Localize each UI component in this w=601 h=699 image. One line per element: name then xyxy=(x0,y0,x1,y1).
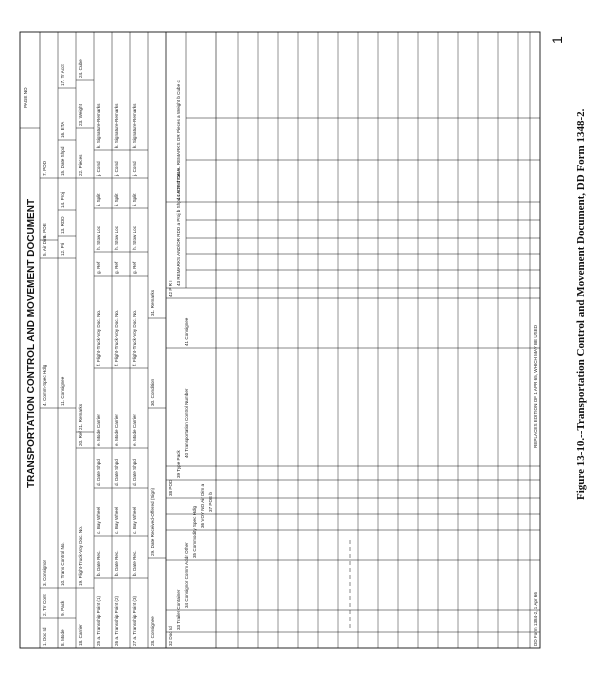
field-tr-acct: 17. Tr Acct xyxy=(60,64,65,86)
field-t1-doc: f. Flight-Truck-Voy Doc. No. xyxy=(96,309,101,366)
field-pieces: 22. Pieces xyxy=(78,154,83,176)
field-air-dim: 5. Air Dim xyxy=(42,236,47,256)
field-t2-cond: j. Cond xyxy=(114,161,119,176)
field-comm-spec-hdlg: 4. Comm-Spec Hdlg xyxy=(42,364,47,406)
field-poe: 6. POE xyxy=(42,223,47,238)
field-t1-stow: h. Stow Loc xyxy=(96,225,101,250)
field-t2-split: i. Split xyxy=(114,193,119,206)
col-commodity: 35 Commodity Spec Hdlg xyxy=(192,505,197,558)
field-t2-stow: h. Stow Loc xyxy=(114,225,119,250)
header-labels xyxy=(42,59,155,646)
col-type-pack: 39 Type Pack xyxy=(176,450,181,478)
field-consignor: 3. Consignor xyxy=(42,559,47,586)
form-title: TRANSPORTATION CONTROL AND MOVEMENT DOCUMENT xyxy=(26,198,37,488)
field-consignee-28: 28. Consignee xyxy=(150,616,155,646)
field-pri: 12. Pri xyxy=(60,242,65,256)
field-carrier: 18. Carrier xyxy=(78,624,83,646)
field-weight: 23. Weight xyxy=(78,104,83,126)
replaces-edition-note: REPLACES EDITION OF 1 APR 65, WHICH MAY BE USED xyxy=(533,324,538,448)
figure-caption: Figure 13-10.--Transportation Control and Movement Document, DD Form 1348-2. xyxy=(575,108,587,500)
field-t3-stow: h. Stow Loc xyxy=(132,225,137,250)
field-t1-date-shpd: d. Date Shpd xyxy=(96,459,101,486)
col-consignee: 41 Consignee xyxy=(184,317,189,346)
page-no-label: PAGE NO xyxy=(23,87,28,108)
field-t1-bay: c. Bay Wheel xyxy=(96,506,101,534)
field-t2-doc: f. Flight-Truck-Voy Doc. No. xyxy=(114,309,119,366)
field-t1-ref: g. Ref xyxy=(96,261,101,274)
field-t3-ref: g. Ref xyxy=(132,261,137,274)
header-rows xyxy=(40,32,216,648)
column-header-band xyxy=(166,32,540,632)
dd-form-1348-2 xyxy=(20,32,540,648)
field-t1-sign: k. Signature-Remarks xyxy=(96,103,101,148)
field-t3-cond: j. Cond xyxy=(132,161,137,176)
field-t1-cond: j. Cond xyxy=(96,161,101,176)
col-pod: 38 POD xyxy=(168,479,173,496)
field-date-received: 29. Date Received-Offered (Sign) xyxy=(150,487,155,556)
col-voy-no: 36 VOY NO Air Dim a xyxy=(200,483,205,528)
field-t3-date-rec: b. Date Rec. xyxy=(132,550,137,576)
field-t3-date-shpd: d. Date Shpd xyxy=(132,459,137,486)
field-pack: 9. Pack xyxy=(60,600,65,616)
col-doc-id: 32 Doc Id xyxy=(168,626,173,646)
field-mode: 8. Mode xyxy=(60,629,65,646)
col-remarks-and-or: 43 REMARKS AND/OR RDD a Proj b Shpd c ETA d Tac e xyxy=(176,168,181,286)
field-eta: 16. ETA xyxy=(60,121,65,138)
entry-grid xyxy=(238,32,518,648)
field-proj: 14. Proj xyxy=(60,192,65,208)
field-transship-3: 27 a. Transship Point (3) xyxy=(132,595,137,646)
field-trans-control-no: 10. Trans Control No. xyxy=(60,542,65,586)
field-flight-doc-no: 19. Flight-Truck-Voy Doc. No. xyxy=(78,525,83,586)
field-ref: 20. Ref xyxy=(78,431,83,446)
field-t2-mode: e. Mode Carrier xyxy=(114,414,119,446)
col-tcn: 40 Transportation Control Number xyxy=(184,388,189,458)
field-t2-bay: c. Bay Wheel xyxy=(114,506,119,534)
field-date-shpd: 15. Date Shpd xyxy=(60,146,65,176)
field-t3-sign: k. Signature-Remarks xyxy=(132,103,137,148)
field-condition: 30. Condition xyxy=(150,378,155,406)
col-consignor: 34 Consignor Comm Addr Other xyxy=(184,542,189,608)
field-t1-split: i. Split xyxy=(96,193,101,206)
field-pod: 7. POD xyxy=(42,160,47,176)
field-t3-split: i. Split xyxy=(132,193,137,206)
field-t2-sign: k. Signature-Remarks xyxy=(114,103,119,148)
form-number-footer: DD Form 1384-2, 1 Apr 66 xyxy=(533,592,538,646)
field-t2-date-shpd: d. Date Shpd xyxy=(114,459,119,486)
field-transship-1: 25 a. Transship Point (1) xyxy=(96,595,101,646)
col-trailer: 33 Trailer Container xyxy=(176,589,181,630)
col-pri: 42 P R I xyxy=(168,280,173,297)
field-transship-2: 26 a. Transship Point (2) xyxy=(114,595,119,646)
field-t2-date-rec: b. Date Rec. xyxy=(114,550,119,576)
field-t3-doc: f. Flight-Truck-Voy Doc. No. xyxy=(132,309,137,366)
field-consignee: 11. Consignee xyxy=(60,376,65,406)
field-remarks-31: 31. Remarks xyxy=(150,289,155,316)
field-t3-mode: e. Mode Carrier xyxy=(132,414,137,446)
field-remarks: 21. Remarks xyxy=(78,403,83,430)
field-t1-mode: e. Mode Carrier xyxy=(96,414,101,446)
field-doc-id: 1. Doc Id xyxy=(42,627,47,646)
page-marker: 1 xyxy=(549,36,565,44)
field-t2-ref: g. Ref xyxy=(114,261,119,274)
field-t3-bay: c. Bay Wheel xyxy=(132,506,137,534)
field-trr-cont: 2. Trr Cont xyxy=(42,594,47,616)
field-t1-date-rec: b. Date Rec. xyxy=(96,550,101,576)
column-labels xyxy=(168,80,213,646)
col-additional-remarks: 44 ADDITIONAL REMARKS OR Pieces a Weight b Cube c xyxy=(176,80,181,200)
col-poe: 37 POE b xyxy=(208,492,213,512)
field-rdd: 13. RDD xyxy=(60,216,65,234)
field-cube: 24. Cube xyxy=(78,59,83,78)
